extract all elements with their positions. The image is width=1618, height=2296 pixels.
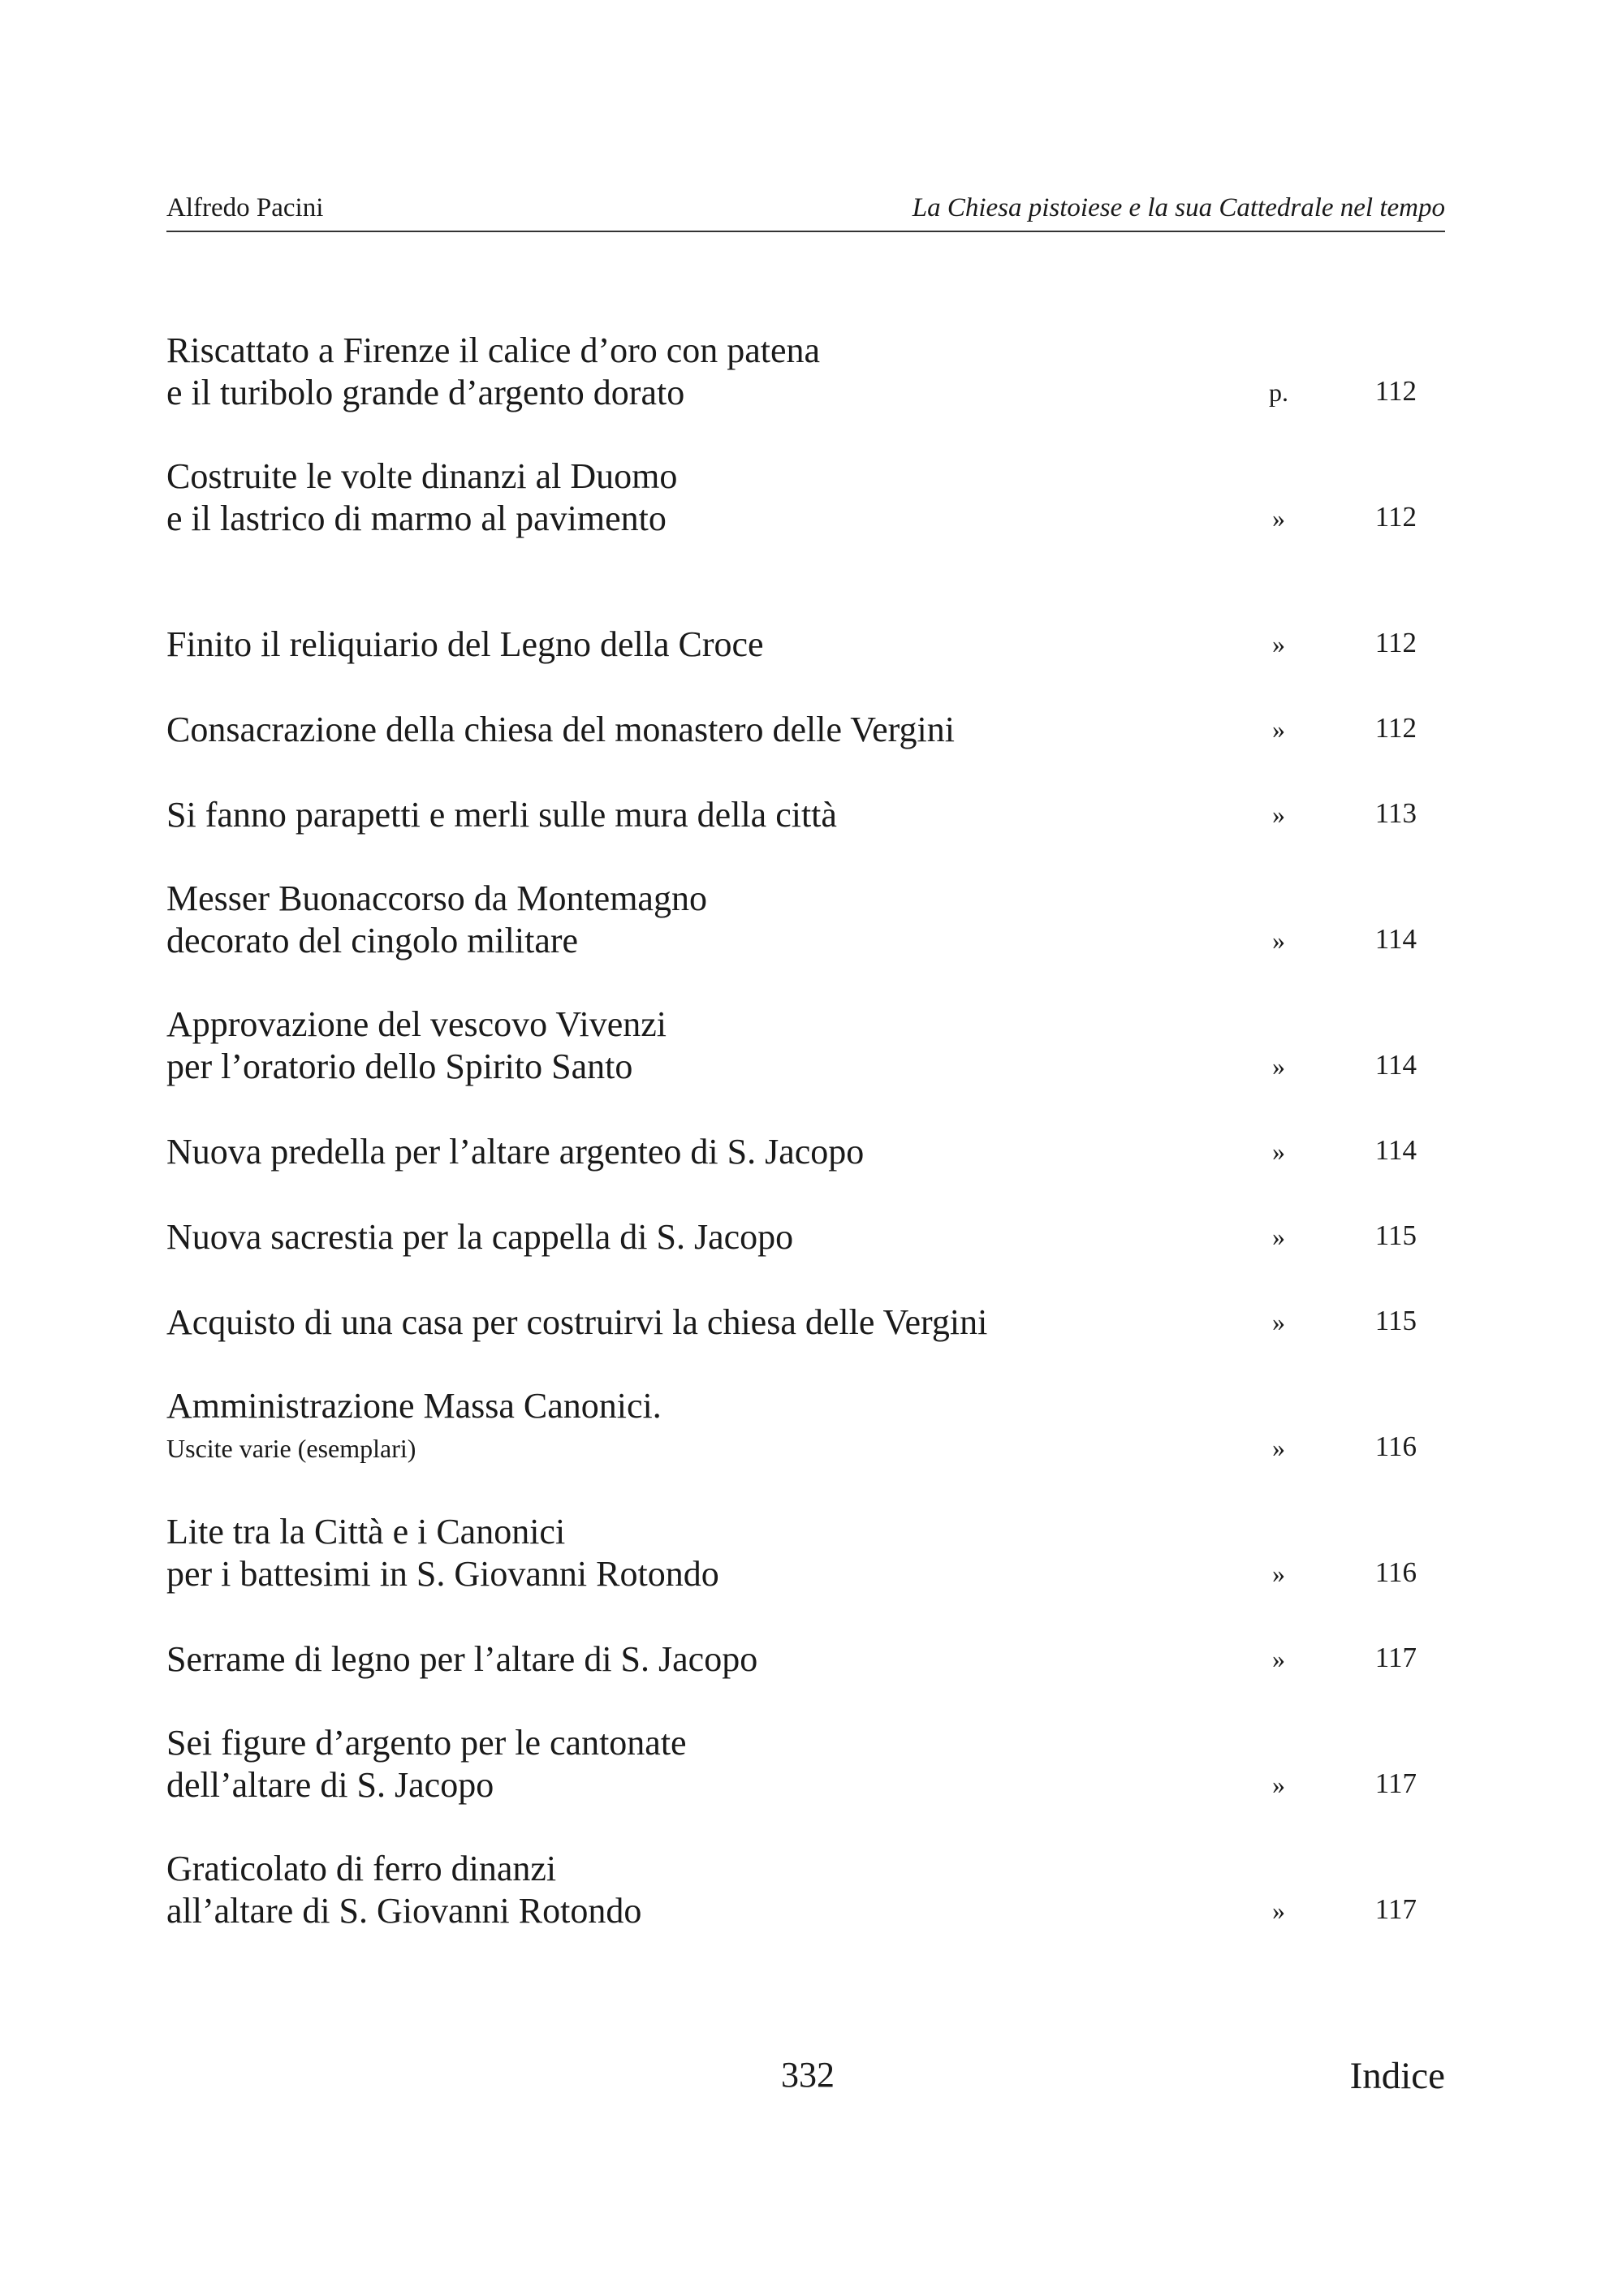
toc-entry: [166, 1843, 1417, 1932]
page-marker: »: [1272, 926, 1285, 955]
entry-title-line: Riscattato a Firenze il calice d’oro con patena: [166, 330, 821, 370]
entry-page-number: 117: [1374, 1642, 1417, 1673]
page-marker: p.: [1269, 378, 1288, 407]
entry-title-line: dell’altare di S. Jacopo: [166, 1765, 494, 1805]
entry-title-line: Si fanno parapetti e merli sulle mura della città: [166, 795, 837, 835]
toc-entry: [166, 999, 1417, 1088]
entry-title: [166, 1301, 987, 1344]
entry-page-number: 117: [1374, 1893, 1417, 1925]
toc-entry: [166, 747, 1417, 836]
page-marker: »: [1272, 1307, 1285, 1336]
entry-page-number: 117: [1374, 1767, 1417, 1799]
entry-title: [166, 624, 764, 666]
entry-title-line: Amministrazione Massa Canonici.: [166, 1386, 662, 1426]
entry-title: [166, 455, 677, 540]
toc-entry: [166, 1591, 1417, 1681]
page-marker: »: [1272, 1222, 1285, 1251]
entry-title-line: Serrame di legno per l’altare di S. Jacopo: [166, 1639, 758, 1679]
entry-title-line: Costruite le volte dinanzi al Duomo: [166, 456, 678, 496]
page-marker: »: [1272, 1051, 1285, 1081]
entry-page-number: 116: [1374, 1431, 1417, 1462]
entry-title: [166, 1848, 641, 1932]
entry-title: [166, 1385, 662, 1470]
entry-title-line: Lite tra la Città e i Canonici: [166, 1512, 566, 1552]
page-marker: »: [1272, 1137, 1285, 1166]
entry-title-line: Messer Buonaccorso da Montemagno: [166, 878, 707, 918]
page-marker: »: [1272, 629, 1285, 658]
entry-title: [166, 1003, 667, 1088]
entry-title-line: e il turibolo grande d’argento dorato: [166, 373, 685, 412]
page-number: 332: [781, 2055, 835, 2095]
entry-page-number: 114: [1374, 1134, 1417, 1166]
toc-entry: [166, 873, 1417, 962]
entry-page-number: 115: [1374, 1219, 1417, 1251]
entry-page-number: 112: [1374, 501, 1417, 533]
toc-entry: [166, 325, 1417, 414]
entry-title: [166, 1511, 719, 1595]
header-rule: [166, 231, 1445, 232]
entry-page-number: 113: [1374, 797, 1417, 829]
entry-title-line: Approvazione del vescovo Vivenzi: [166, 1004, 667, 1044]
entry-title-line: Graticolato di ferro dinanzi: [166, 1849, 557, 1888]
page-marker: »: [1272, 1896, 1285, 1925]
entry-title-line: Consacrazione della chiesa del monastero delle Vergini: [166, 710, 955, 749]
entry-title-line: all’altare di S. Giovanni Rotondo: [166, 1891, 642, 1931]
entry-title: [166, 1131, 864, 1173]
entry-title-line: per l’oratorio dello Spirito Santo: [166, 1047, 633, 1086]
toc-entry: [166, 1169, 1417, 1258]
entry-title: [166, 709, 955, 751]
toc-entry: [166, 576, 1417, 666]
toc-entry: [166, 1254, 1417, 1344]
page-marker: »: [1272, 800, 1285, 829]
page-marker: »: [1272, 1644, 1285, 1673]
entry-title-line: per i battesimi in S. Giovanni Rotondo: [166, 1554, 719, 1594]
entry-title: [166, 1722, 687, 1806]
running-header: [166, 188, 1445, 229]
entry-title: [166, 878, 707, 962]
header-book-title: La Chiesa pistoiese e la sua Cattedrale nel tempo: [912, 193, 1445, 222]
entry-page-number: 112: [1374, 627, 1417, 658]
toc-entry: [166, 662, 1417, 751]
entry-title: [166, 794, 837, 836]
entry-title: [166, 1216, 793, 1258]
entry-page-number: 114: [1374, 1049, 1417, 1081]
page-marker: »: [1272, 1559, 1285, 1588]
entry-page-number: 114: [1374, 923, 1417, 955]
entry-title-line: Acquisto di una casa per costruirvi la chiesa delle Vergini: [166, 1302, 988, 1342]
toc-entry: [166, 451, 1417, 540]
entry-page-number: 115: [1374, 1305, 1417, 1336]
page-marker: »: [1272, 1770, 1285, 1799]
toc-entry: [166, 1717, 1417, 1806]
entry-page-number: 116: [1374, 1556, 1417, 1588]
entry-title: [166, 330, 820, 414]
header-author: Alfredo Pacini: [166, 193, 324, 222]
entry-title-line: e il lastrico di marmo al pavimento: [166, 498, 667, 538]
page-marker: »: [1272, 503, 1285, 533]
page-marker: »: [1272, 1433, 1285, 1462]
entry-title-line: decorato del cingolo militare: [166, 921, 579, 960]
entry-title-line: Nuova predella per l’altare argenteo di S. Jacopo: [166, 1132, 865, 1172]
entry-title-line: Finito il reliquiario del Legno della Croce: [166, 624, 764, 664]
toc-entry: [166, 1084, 1417, 1173]
entry-title-line: Sei figure d’argento per le cantonate: [166, 1723, 687, 1763]
entry-subtitle: Uscite varie (esemplari): [166, 1434, 416, 1463]
section-label: Indice: [1349, 2055, 1445, 2097]
page-marker: »: [1272, 714, 1285, 744]
entry-page-number: 112: [1374, 712, 1417, 744]
toc-entry: [166, 1506, 1417, 1595]
toc-entry: [166, 1380, 1417, 1470]
entry-title: [166, 1638, 757, 1681]
entry-title-line: Nuova sacrestia per la cappella di S. Jacopo: [166, 1217, 794, 1257]
entry-page-number: 112: [1374, 375, 1417, 407]
